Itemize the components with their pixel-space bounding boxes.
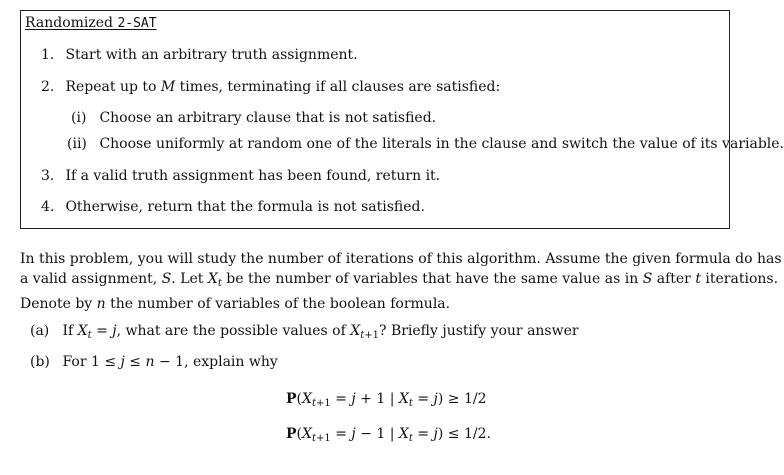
substep-i: (i) Choose an arbitrary clause that is not satisfied. (71, 110, 437, 126)
question-b: (b) For 1 ≤ j ≤ n − 1, explain why (30, 354, 278, 370)
equation-2: $P(X_{t+1} = j - 1$ | $X_t = j) \le 1/2$. (286, 426, 491, 444)
problem-line-3: Denote by n the number of variables of the boolean formula. (20, 296, 451, 312)
step-3: 3. If a valid truth assignment has been found, return it. (41, 168, 441, 184)
algorithm-box (20, 10, 784, 229)
step-1: 1. Start with an arbitrary truth assignment. (41, 47, 358, 63)
problem-paragraph (20, 249, 782, 314)
step-4: 4. Otherwise, return that the formula is not satisfied. (41, 199, 425, 215)
substep-ii: (ii) Choose uniformly at random one of the literals in the clause and switch the value of its variable. (67, 136, 784, 152)
equation-1: $P(X_{t+1} = j + 1$ | $X_t = j) \ge 1/2$ (286, 391, 487, 409)
step-2: 2. Repeat up to M times, terminating if all clauses are satisfied: (41, 79, 501, 95)
algorithm-title: Randomized 2-SAT (25, 15, 157, 31)
problem-line-1: In this problem, you will study the number of iterations of this algorithm. Assume the given formula do has (20, 251, 782, 267)
question-a: (a) If $X_t = j$, what are the possible values of $X_{t+1}$? Briefly justify your answer (30, 323, 579, 341)
problem-line-2: a valid assignment, S. Let $X_t$ be the number of variables that have the same value as in S after t iterations. (20, 271, 779, 289)
